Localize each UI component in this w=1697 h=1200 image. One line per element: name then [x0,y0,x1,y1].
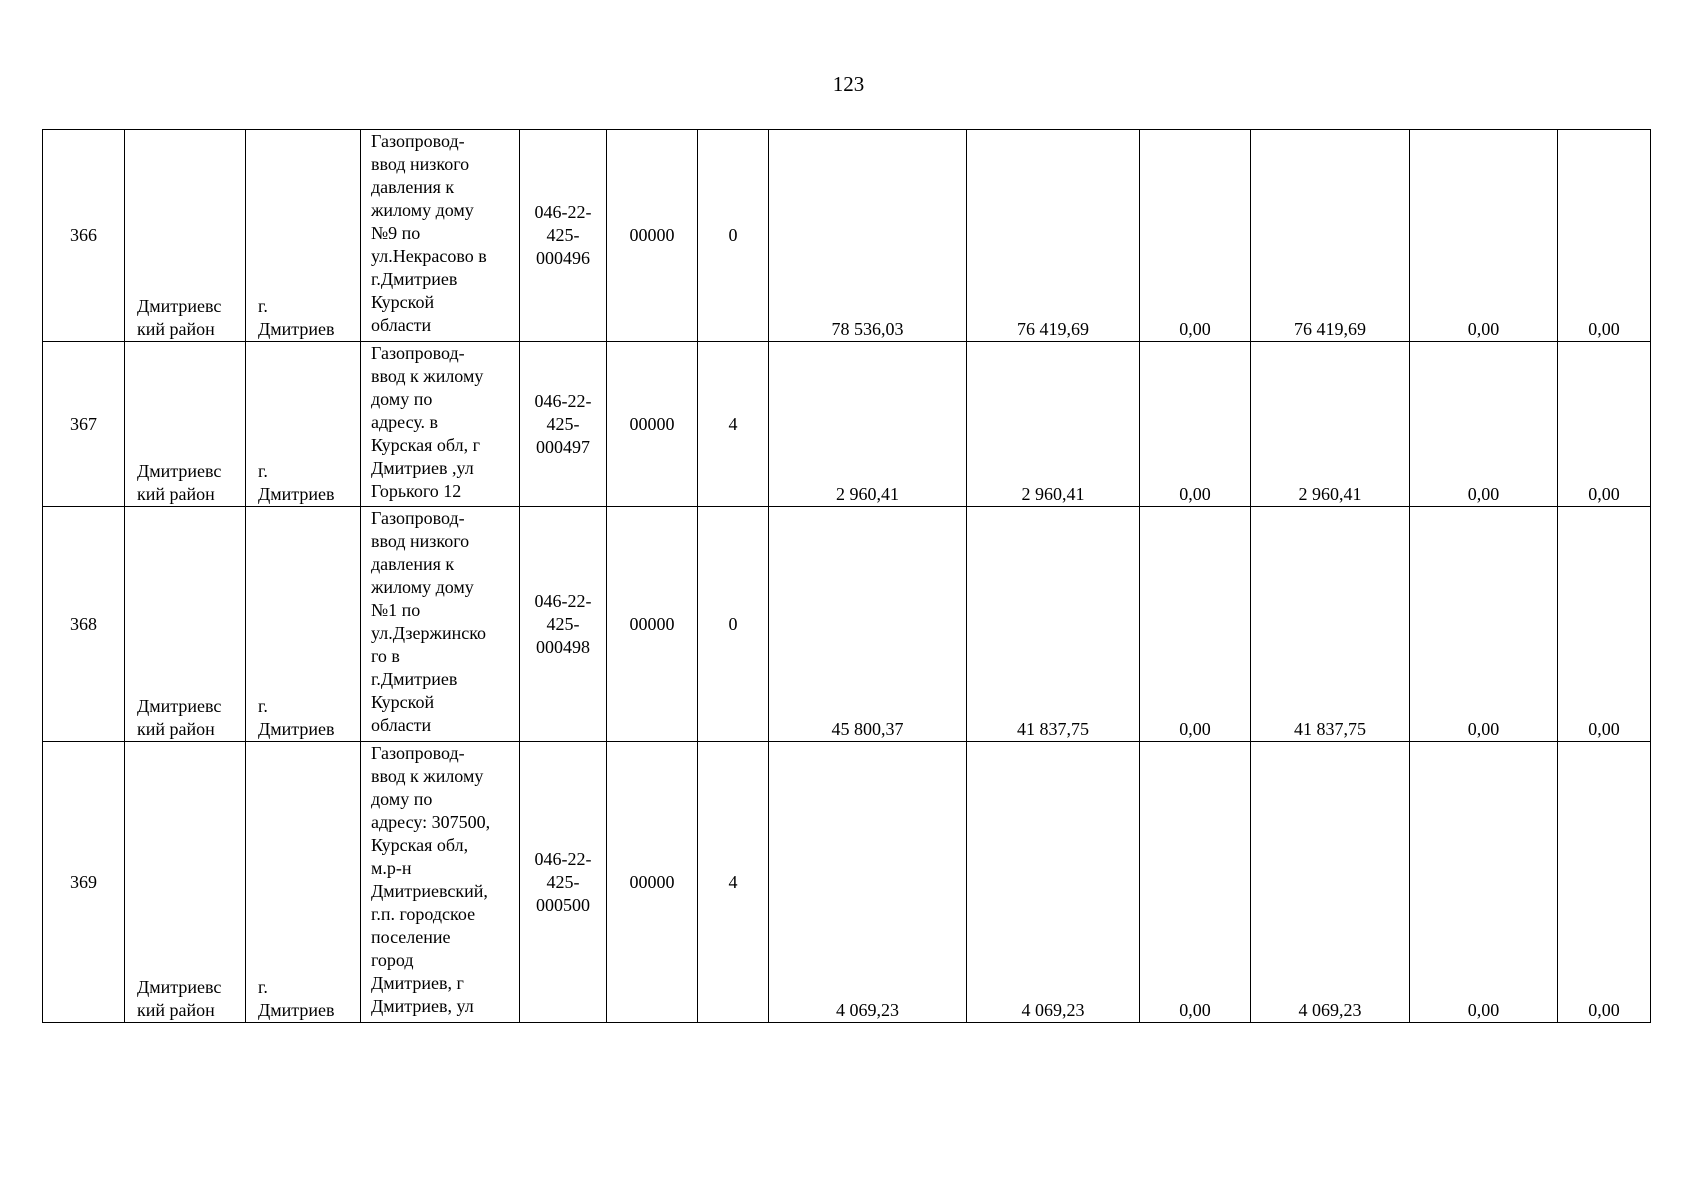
registry-code-text: 046-22- 425- 000498 [534,590,592,657]
city-text: г. Дмитриев [258,296,335,339]
value-cell: 0,00 [1558,342,1651,507]
value-cell: 0,00 [1140,507,1251,742]
value-cell: 4 069,23 [1251,742,1410,1023]
district-cell [125,507,246,742]
object-name-cell [361,507,520,742]
registry-table [42,129,1651,1023]
value-cell: 0,00 [1410,130,1558,342]
value-cell: 76 419,69 [967,130,1140,342]
row-number-cell: 368 [43,507,125,742]
city-text: г. Дмитриев [258,461,335,504]
district-text: Дмитриевс кий район [137,977,222,1020]
value-cell: 2 960,41 [769,342,967,507]
okof-cell: 00000 [607,507,698,742]
value-cell: 41 837,75 [967,507,1140,742]
city-cell [246,742,361,1023]
table-row [43,742,1651,1023]
value-cell: 4 069,23 [769,742,967,1023]
value-cell: 0,00 [1410,342,1558,507]
city-text: г. Дмитриев [258,696,335,739]
value-cell: 2 960,41 [1251,342,1410,507]
city-cell [246,342,361,507]
row-number-cell: 369 [43,742,125,1023]
table-row [43,342,1651,507]
object-name-text: Газопровод- ввод к жилому дому по адресу: 307500, Курская обл, м.р-н Дмитриевский, г.п. городское поселение город Дмитриев, г Дмитриев, ул [371,743,491,1016]
object-name-text: Газопровод- ввод низкого давления к жилому дому №9 по ул.Некрасово в г.Дмитриев Курской области [371,131,487,335]
value-cell: 0,00 [1558,130,1651,342]
flag-cell: 0 [698,507,769,742]
value-cell: 0,00 [1558,507,1651,742]
okof-cell: 00000 [607,130,698,342]
object-name-text: Газопровод- ввод низкого давления к жилому дому №1 по ул.Дзержинско го в г.Дмитриев Курской области [371,508,487,735]
object-name-cell [361,130,520,342]
row-number-cell: 367 [43,342,125,507]
value-cell: 78 536,03 [769,130,967,342]
registry-code-text: 046-22- 425- 000497 [534,390,592,457]
object-name-cell [361,742,520,1023]
city-cell [246,507,361,742]
district-cell [125,130,246,342]
row-number-cell: 366 [43,130,125,342]
object-name-cell [361,342,520,507]
page-number: 123 [832,72,865,96]
value-cell: 45 800,37 [769,507,967,742]
city-cell [246,130,361,342]
district-text: Дмитриевс кий район [137,461,222,504]
table-row [43,130,1651,342]
value-cell: 0,00 [1410,742,1558,1023]
registry-code-cell [520,342,607,507]
okof-cell: 00000 [607,742,698,1023]
table-row [43,507,1651,742]
value-cell: 4 069,23 [967,742,1140,1023]
okof-cell: 00000 [607,342,698,507]
value-cell: 0,00 [1140,130,1251,342]
city-text: г. Дмитриев [258,977,335,1020]
registry-code-cell [520,742,607,1023]
district-text: Дмитриевс кий район [137,696,222,739]
value-cell: 0,00 [1410,507,1558,742]
district-text: Дмитриевс кий район [137,296,222,339]
value-cell: 41 837,75 [1251,507,1410,742]
value-cell: 0,00 [1140,742,1251,1023]
flag-cell: 4 [698,342,769,507]
district-cell [125,342,246,507]
object-name-text: Газопровод- ввод к жилому дому по адресу. в Курская обл, г Дмитриев ,ул Горького 12 [371,343,484,501]
registry-code-text: 046-22- 425- 000496 [534,202,592,268]
value-cell: 76 419,69 [1251,130,1410,342]
value-cell: 0,00 [1558,742,1651,1023]
registry-code-cell [520,130,607,342]
district-cell [125,742,246,1023]
registry-code-text: 046-22- 425- 000500 [534,848,592,915]
value-cell: 2 960,41 [967,342,1140,507]
flag-cell: 0 [698,130,769,342]
flag-cell: 4 [698,742,769,1023]
value-cell: 0,00 [1140,342,1251,507]
registry-code-cell [520,507,607,742]
